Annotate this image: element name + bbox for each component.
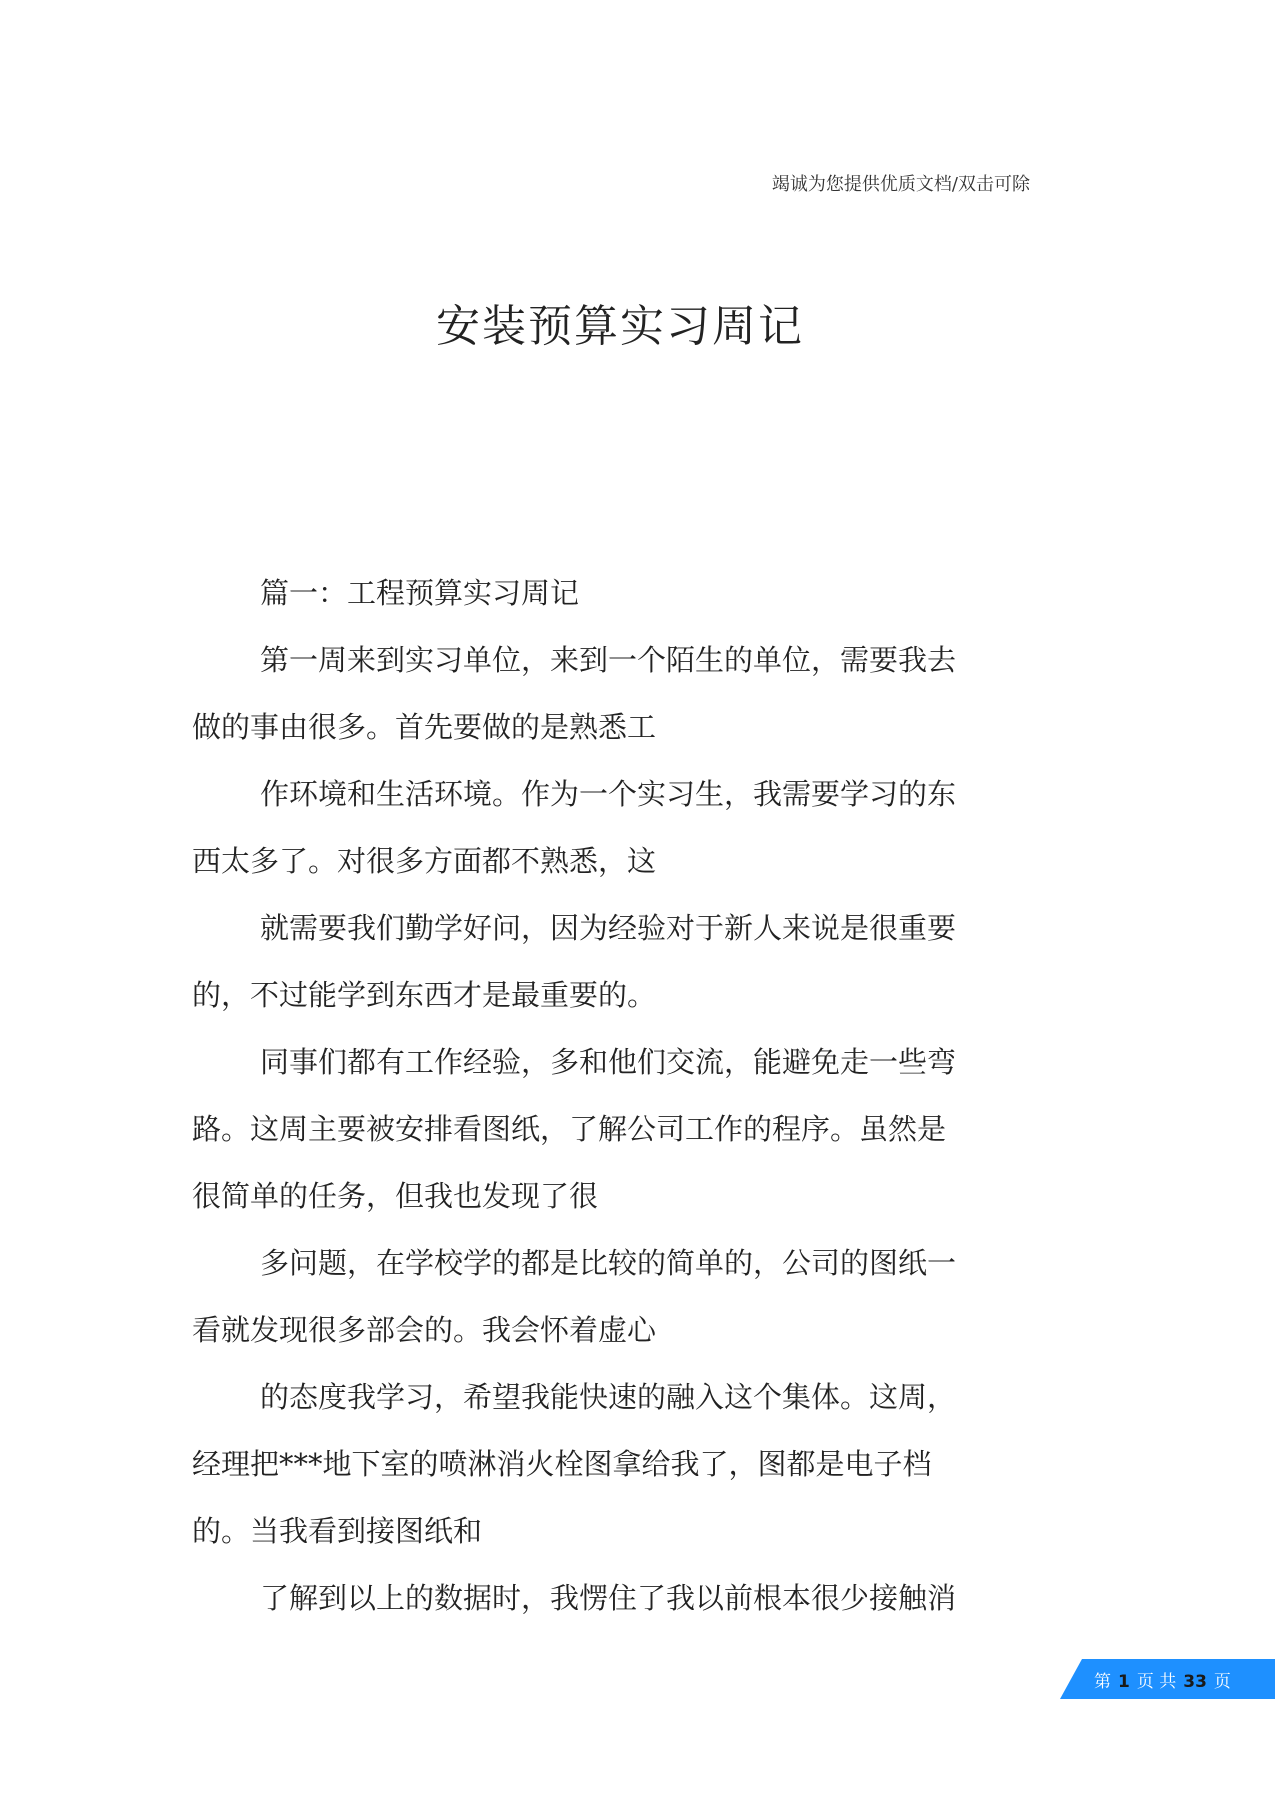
body-line: 很简单的任务，但我也发现了很 — [192, 1179, 599, 1213]
body-line: 做的事由很多。首先要做的是熟悉工 — [192, 710, 657, 744]
body-line: 路。这周主要被安排看图纸，了解公司工作的程序。虽然是 — [192, 1112, 947, 1146]
page-prefix: 第 — [1094, 1672, 1111, 1692]
body-line: 的。当我看到接图纸和 — [192, 1514, 483, 1548]
body-line: 篇一：工程预算实习周记 — [260, 576, 580, 610]
document-body — [192, 560, 1012, 1632]
body-line: 作环境和生活环境。作为一个实习生，我需要学习的东 — [260, 777, 957, 811]
body-line: 经理把***地下室的喷淋消火栓图拿给我了，图都是电子档 — [192, 1447, 932, 1481]
document-title: 安装预算实习周记 — [436, 301, 804, 352]
page-middle: 页 共 — [1136, 1672, 1177, 1692]
body-line: 了解到以上的数据时，我愣住了我以前根本很少接触消 — [260, 1581, 957, 1615]
body-line: 第一周来到实习单位，来到一个陌生的单位，需要我去 — [260, 643, 957, 677]
header-note: 竭诚为您提供优质文档/双击可除 — [771, 174, 1030, 195]
body-line: 的态度我学习，希望我能快速的融入这个集体。这周， — [260, 1380, 957, 1414]
page-indicator-text — [1092, 1667, 1233, 1692]
body-line: 就需要我们勤学好问，因为经验对于新人来说是很重要 — [260, 911, 957, 945]
body-line: 同事们都有工作经验，多和他们交流，能避免走一些弯 — [260, 1045, 957, 1079]
body-line: 看就发现很多部会的。我会怀着虚心 — [192, 1313, 657, 1347]
page-indicator — [1060, 1659, 1275, 1699]
body-line: 的，不过能学到东西才是最重要的。 — [192, 978, 657, 1012]
body-line: 多问题，在学校学的都是比较的简单的，公司的图纸一 — [260, 1246, 957, 1280]
current-page-number: 1 — [1118, 1672, 1130, 1692]
total-pages-number: 33 — [1183, 1672, 1207, 1692]
body-line: 西太多了。对很多方面都不熟悉，这 — [192, 844, 657, 878]
page-suffix: 页 — [1213, 1672, 1231, 1692]
